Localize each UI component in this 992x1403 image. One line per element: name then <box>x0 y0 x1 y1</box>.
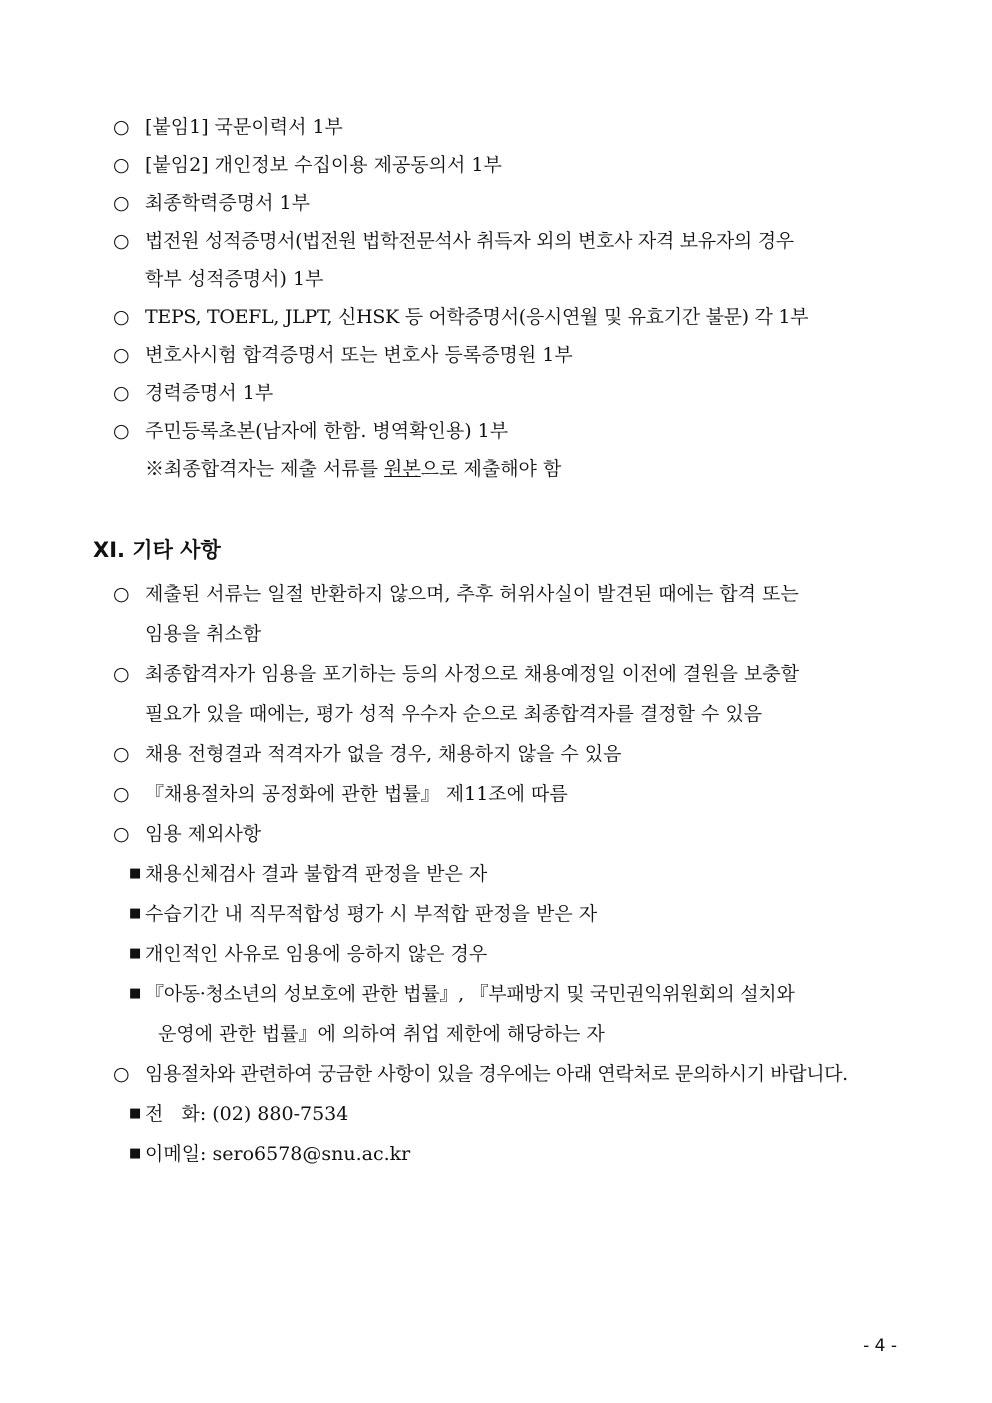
list-item: [붙임1] 국문이력서 1부 <box>145 116 343 138</box>
square-bullet: ■ <box>129 986 142 1001</box>
square-bullet: ■ <box>129 946 142 961</box>
list-item: 제출된 서류는 일절 반환하지 않으며, 추후 허위사실이 발견된 때에는 합격 또는 <box>145 583 799 605</box>
list-item: 경력증명서 1부 <box>145 382 274 404</box>
contact-phone: 전 화: (02) 880-7534 <box>145 1103 349 1125</box>
list-item: 최종학력증명서 1부 <box>145 192 310 214</box>
original-document-note <box>145 457 561 481</box>
square-bullet: ■ <box>129 866 142 881</box>
list-item: 변호사시험 합격증명서 또는 변호사 등록증명원 1부 <box>145 344 573 366</box>
square-bullet: ■ <box>129 1146 142 1161</box>
list-item-continuation: 임용을 취소함 <box>145 623 262 645</box>
circle-bullet: ○ <box>113 154 130 176</box>
exclusion-item-continuation: 운영에 관한 법률』에 의하여 취업 제한에 해당하는 자 <box>158 1023 605 1045</box>
list-item: 채용 전형결과 적격자가 없을 경우, 채용하지 않을 수 있음 <box>145 743 622 765</box>
circle-bullet: ○ <box>113 663 130 685</box>
list-item: 『채용절차의 공정화에 관한 법률』 제11조에 따름 <box>145 783 568 805</box>
note-text-post: 으로 제출해야 함 <box>420 458 562 480</box>
circle-bullet: ○ <box>113 382 130 404</box>
list-item-continuation: 학부 성적증명서) 1부 <box>145 268 324 290</box>
circle-bullet: ○ <box>113 420 130 442</box>
list-item: TEPS, TOEFL, JLPT, 신HSK 등 어학증명서(응시연월 및 유효기간 불문) 각 1부 <box>145 306 809 328</box>
circle-bullet: ○ <box>113 306 130 328</box>
circle-bullet: ○ <box>113 823 130 845</box>
circle-bullet: ○ <box>113 344 130 366</box>
exclusion-item: 수습기간 내 직무적합성 평가 시 부적합 판정을 받은 자 <box>145 903 598 925</box>
list-item: [붙임2] 개인정보 수집이용 제공동의서 1부 <box>145 154 502 176</box>
circle-bullet: ○ <box>113 583 130 605</box>
exclusion-item: 『아동·청소년의 성보호에 관한 법률』, 『부패방지 및 국민권익위원회의 설치와 <box>145 983 795 1005</box>
circle-bullet: ○ <box>113 1063 130 1085</box>
contact-intro: 임용절차와 관련하여 궁금한 사항이 있을 경우에는 아래 연락처로 문의하시기 바랍니다. <box>145 1063 848 1085</box>
exclusion-item: 채용신체검사 결과 불합격 판정을 받은 자 <box>145 863 488 885</box>
page-number: - 4 - <box>863 1336 897 1356</box>
circle-bullet: ○ <box>113 230 130 252</box>
circle-bullet: ○ <box>113 116 130 138</box>
note-text-underlined: 원본 <box>384 458 421 480</box>
note-text-pre: ※최종합격자는 제출 서류를 <box>145 458 385 480</box>
section-heading: XI. 기타 사항 <box>93 538 221 562</box>
list-item: 법전원 성적증명서(법전원 법학전문석사 취득자 외의 변호사 자격 보유자의 경우 <box>145 230 794 252</box>
circle-bullet: ○ <box>113 192 130 214</box>
square-bullet: ■ <box>129 906 142 921</box>
circle-bullet: ○ <box>113 743 130 765</box>
circle-bullet: ○ <box>113 783 130 805</box>
list-item-continuation: 필요가 있을 때에는, 평가 성적 우수자 순으로 최종합격자를 결정할 수 있음 <box>145 703 763 725</box>
exclusion-item: 개인적인 사유로 임용에 응하지 않은 경우 <box>145 943 488 965</box>
list-item: 최종합격자가 임용을 포기하는 등의 사정으로 채용예정일 이전에 결원을 보충할 <box>145 663 799 685</box>
square-bullet: ■ <box>129 1106 142 1121</box>
list-item: 주민등록초본(남자에 한함. 병역확인용) 1부 <box>145 420 509 442</box>
contact-email: 이메일: sero6578@snu.ac.kr <box>145 1143 411 1165</box>
list-item: 임용 제외사항 <box>145 823 262 845</box>
